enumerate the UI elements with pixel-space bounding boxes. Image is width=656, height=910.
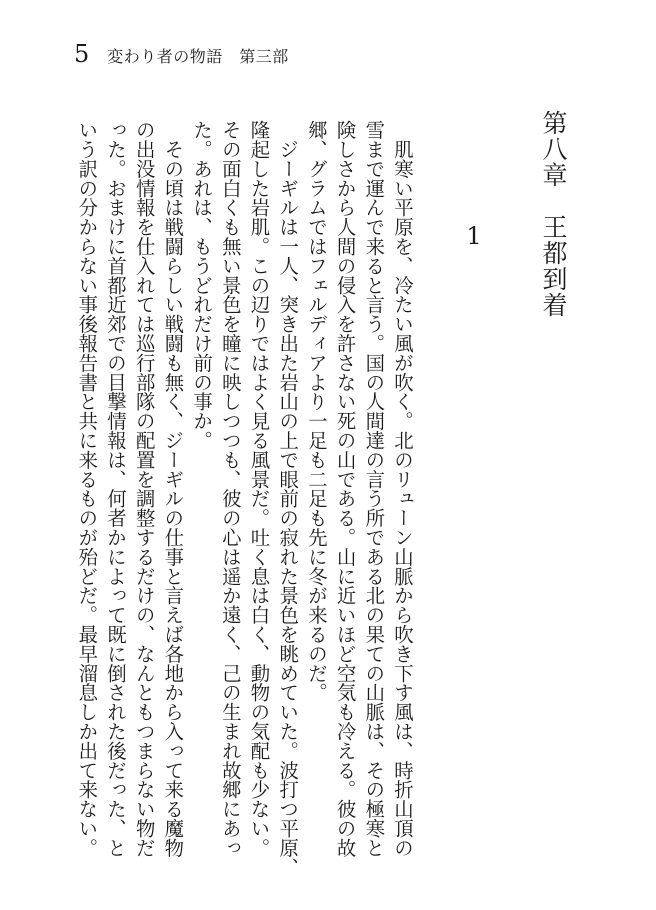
page-number: 5	[74, 40, 90, 68]
body-line: た。あれは、もうどれだけ前の事か。	[190, 120, 214, 450]
body-line: 肌寒い平原を、冷たい風が吹く。北のリューン山脈から吹き下す風は、時折山頂の	[391, 120, 414, 858]
running-title: 変わり者の物語 第三部	[107, 47, 289, 66]
body-line: その頃は戦闘らしい戦闘も無く、ジーギルの仕事と言えば各地から入って来る魔物	[161, 120, 185, 858]
body-line: った。おまけに首都近郊での目撃情報は、何者かによって既に倒された後だった、と	[103, 120, 127, 858]
body-line: 雪まで運んで来ると言う。国の人間達の言う所である北の果ての山脈は、その極寒と	[362, 120, 386, 858]
body-text	[72, 120, 416, 877]
body-line: ジーギルは一人、突き出た岩山の上で眼前の寂れた景色を眺めていた。波打つ平原、	[276, 120, 300, 877]
body-line: 険しさから人間の侵入を許さない死の山である。山に近いほど空気も冷える。彼の故	[333, 120, 357, 858]
body-line: いう訳の分からない事後報告書と共に来るものが殆どだ。最早溜息しか出て来ない。	[75, 120, 99, 858]
body-line: 隆起した岩肌。この辺りではよく見る風景だ。吐く息は白く、動物の気配も少ない。	[247, 120, 271, 858]
body-line: の出没情報を仕入れては巡行部隊の配置を調整するだけの、なんともつまらない物だ	[132, 120, 156, 858]
body-line: 郷、グラムではフェルディアより一足も二足も先に冬が来るのだ。	[304, 120, 328, 702]
body-line: その面白くも無い景色を瞳に映しつつも、彼の心は遥か遠く、己の生まれ故郷にあっ	[218, 120, 242, 858]
chapter-title: 第八章 王都到着	[539, 110, 568, 318]
section-number: 1	[466, 222, 482, 250]
page-header	[74, 40, 289, 70]
